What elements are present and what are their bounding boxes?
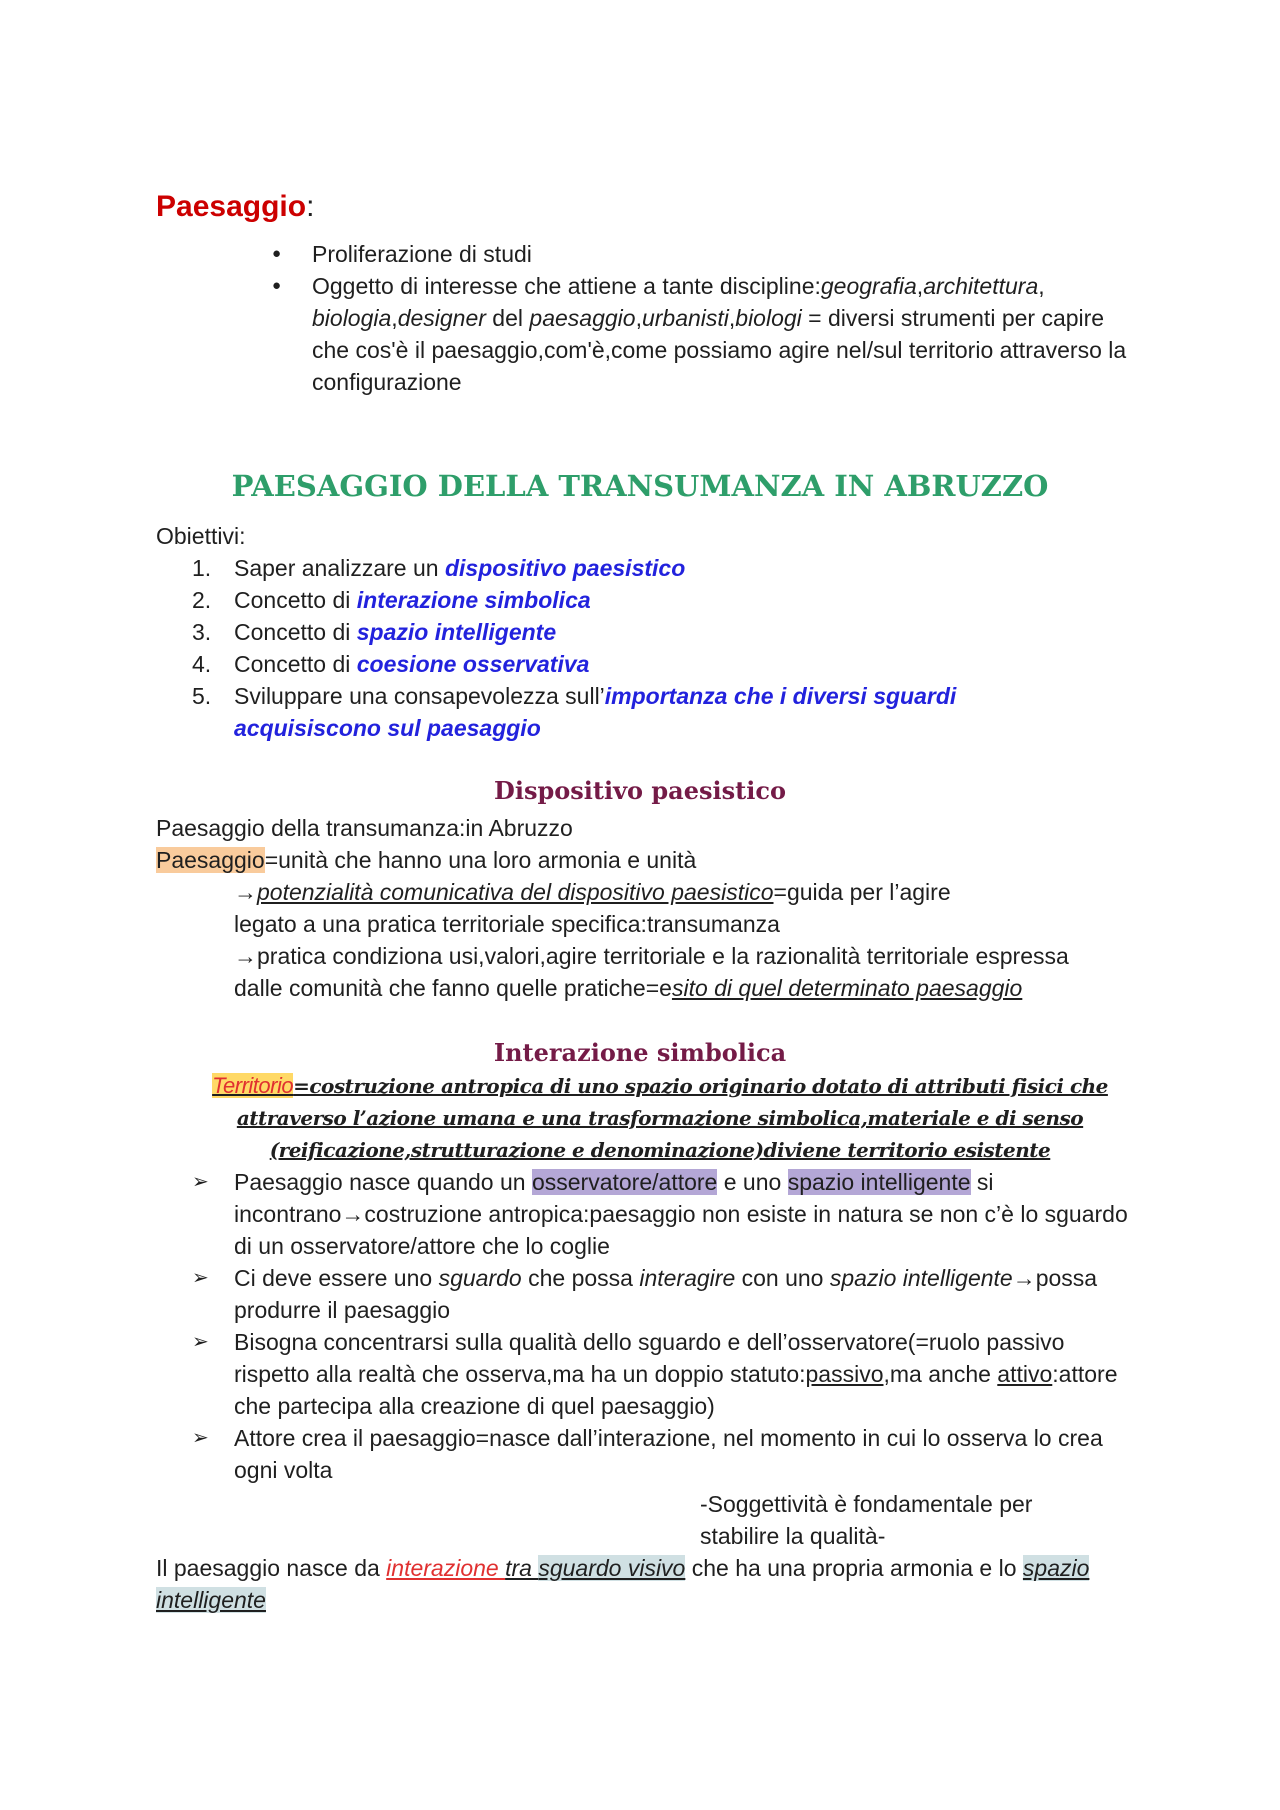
section-heading-paesaggio: Paesaggio: (156, 190, 315, 223)
objective-item: 1. Saper analizzare un dispositivo paesistico (192, 555, 686, 581)
bullet-item: ● Proliferazione di studi (268, 238, 1144, 270)
final-sentence: Il paesaggio nasce da interazione tra sguardo visivo che ha una propria armonia e lo spazio (156, 1555, 1090, 1581)
arrow-marker-icon: ➢ (192, 1331, 209, 1353)
territorio-definition: Territorio=costruzione antropica di uno spazio originario dotato di attributi fisici che attraverso l’azione umana e una trasformazione simbolica,materiale e di senso (reificazione,strutturazione e denominazione)diviene territorio esistente (212, 1073, 1108, 1162)
subheading-dispositivo: Dispositivo paesistico (494, 776, 786, 805)
arrow-bullet-item: ➢ Ci deve essere uno sguardo che possa interagire con uno spazio intelligente→possa produrre il paesaggio (156, 1262, 1146, 1326)
note-line: stabilire la qualità- (700, 1523, 886, 1549)
bullet-item: ● Oggetto di interesse che attiene a tante discipline:geografia,architettura, biologia,designer del paesaggio,urbanisti,biologi = diversi strumenti per capire che cos'è il paesaggio,com'è,come possiamo agire nel/sul territorio attraverso la configurazione (268, 270, 1144, 398)
dispositivo-line: dalle comunità che fanno quelle pratiche=esito di quel determinato paesaggio (234, 975, 1023, 1001)
objectives-list (156, 552, 1056, 744)
subheading-interazione: Interazione simbolica (493, 1038, 787, 1067)
arrow-bullet-item: ➢ Bisogna concentrarsi sulla qualità dello sguardo e dell’osservatore(=ruolo passivo rispetto alla realtà che osserva,ma ha un doppio statuto:passivo,ma anche attivo:attore che partecipa alla creazione di quel paesaggio) (156, 1326, 1146, 1422)
arrow-bullet-item: ➢ Paesaggio nasce quando un osservatore/attore e uno spazio intelligente si incontrano→costruzione antropica:paesaggio non esiste in natura se non c’è lo sguardo di un osservatore/attore che lo coglie (156, 1166, 1146, 1262)
arrow-bullet-item: ➢ Attore crea il paesaggio=nasce dall’interazione, nel momento in cui lo osserva lo crea ogni volta (156, 1422, 1146, 1486)
paesaggio-bullet-list (268, 238, 1144, 398)
arrow-marker-icon: ➢ (192, 1171, 209, 1193)
dispositivo-line: legato a una pratica territoriale specifica:transumanza (234, 911, 780, 937)
arrow-marker-icon: ➢ (192, 1427, 209, 1449)
objectives-label: Obiettivi: (156, 523, 246, 549)
dispositivo-arrow-line: →pratica condiziona usi,valori,agire territoriale e la razionalità territoriale espressa (234, 943, 1069, 969)
objective-item: 4. Concetto di coesione osservativa (192, 651, 590, 677)
dispositivo-arrow-line: →potenzialità comunicativa del dispositivo paesistico=guida per l’agire (234, 879, 951, 905)
final-sentence-continued: intelligente (156, 1587, 266, 1613)
interazione-arrow-list (156, 1166, 1146, 1486)
objective-item: 5. Sviluppare una consapevolezza sull’importanza che i diversi sguardi acquisiscono sul paesaggio (192, 683, 957, 741)
arrow-marker-icon: ➢ (192, 1267, 209, 1289)
objective-item: 2. Concetto di interazione simbolica (192, 587, 591, 613)
note-line: -Soggettività è fondamentale per (700, 1491, 1033, 1517)
main-title: PAESAGGIO DELLA TRANSUMANZA IN ABRUZZO (231, 469, 1049, 503)
objective-item: 3. Concetto di spazio intelligente (192, 619, 557, 645)
dispositivo-line: Paesaggio della transumanza:in Abruzzo (156, 815, 573, 841)
dispositivo-definition: Paesaggio=unità che hanno una loro armonia e unità (156, 847, 697, 873)
